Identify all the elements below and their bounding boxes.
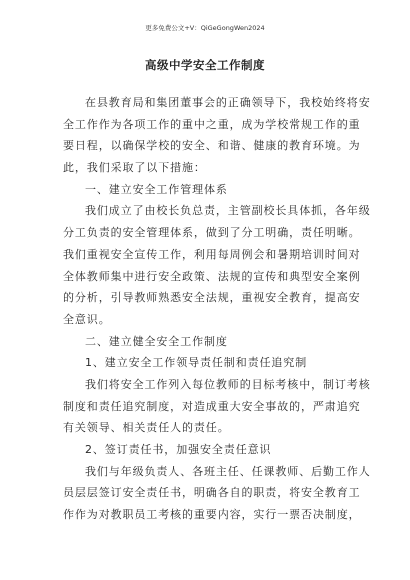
paragraph-line: 的分析，引导教师熟悉安全法规，重视安全教育，提高安 [63, 291, 361, 305]
paragraph-line: 我们成立了由校长负总责，主管副校长具体抓，各年级 [85, 204, 371, 218]
header-note: 更多免费公文+V：QiGeGongWen2024 [145, 24, 265, 32]
section-heading: 二、建立健全安全工作制度 [85, 334, 228, 348]
paragraph-line: 作作为对教职员工考核的重要内容，实行一票否决制度， [63, 508, 361, 522]
paragraph-line: 全工作作为各项工作的重中之重，成为学校常规工作的重 [63, 117, 361, 131]
paragraph-line: 全体教师集中进行安全政策、法规的宣传和典型安全案例 [63, 269, 361, 283]
paragraph-line: 我们重视安全宣传工作，利用每周例会和暑期培训时间对 [63, 247, 361, 261]
paragraph-line: 我们与年级负责人、各班主任、任课教师、后勤工作人 [85, 464, 371, 478]
paragraph-line: 我们将安全工作列入每位教师的目标考核中，制订考核 [85, 377, 371, 391]
paragraph-line: 全意识。 [63, 312, 111, 326]
section-heading: 一、建立安全工作管理体系 [85, 182, 228, 196]
paragraph-line: 员层层签订安全责任书，明确各自的职责，将安全教育工 [63, 486, 361, 500]
document-title: 高级中学安全工作制度 [145, 58, 265, 72]
subsection-heading: 2、签订责任书，加强安全责任意识 [85, 443, 272, 456]
paragraph-line: 此，我们采取了以下措施： [63, 161, 206, 175]
paragraph-line: 分工负责的安全管理体系，做到了分工明确，责任明晰。 [63, 226, 361, 240]
document-body [63, 92, 371, 526]
subsection-heading: 1、建立安全工作领导责任制和责任追究制 [85, 356, 308, 370]
paragraph-line: 要日程，以确保学校的安全、和谐、健康的教育环境。为 [63, 139, 361, 153]
paragraph-line: 有关领导、相关责任人的责任。 [63, 421, 230, 435]
paragraph-line: 在县教育局和集团董事会的正确领导下，我校始终将安 [85, 96, 371, 109]
paragraph-line: 制度和责任追究制度，对造成重大安全事故的，严肃追究 [63, 399, 361, 413]
